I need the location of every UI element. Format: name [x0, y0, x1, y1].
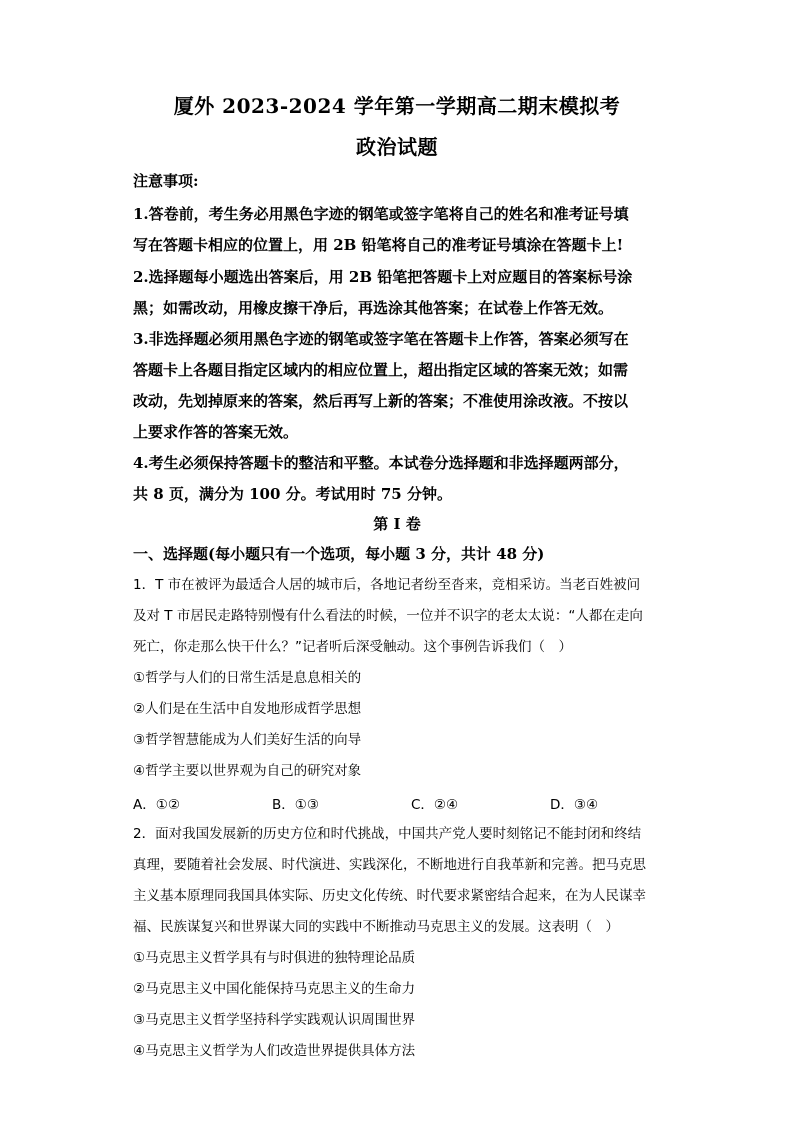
notice-line: 写在答题卡相应的位置上，用 2B 铅笔将自己的准考证号填涂在答题卡上!: [133, 236, 624, 254]
question-line: 1．T 市在被评为最适合人居的城市后，各地记者纷至沓来，竞相采访。当老百姓被问: [133, 577, 641, 593]
question-line: 及对 T 市居民走路特别慢有什么看法的时候，一位并不识字的老太太说：“人都在走向: [133, 608, 643, 624]
notice-line: 1.答卷前，考生务必用黑色字迹的钢笔或签字笔将自己的姓名和准考证号填: [133, 205, 629, 223]
choice-a: A．①②: [133, 797, 180, 813]
statement-item: ③马克思主义哲学坚持科学实践观认识周围世界: [133, 1012, 416, 1028]
notice-item-4: [133, 448, 673, 510]
notice-line: 改动，先划掉原来的答案，然后再写上新的答案；不准使用涂改液。不按以: [133, 392, 629, 410]
notice-item-3: [133, 324, 673, 448]
notice-line: 4.考生必须保持答题卡的整洁和平整。本试卷分选择题和非选择题两部分，: [133, 454, 629, 472]
choice-b: B．①③: [272, 797, 319, 813]
statement-item: ②马克思主义中国化能保持马克思主义的生命力: [133, 981, 416, 997]
statement-item: ④哲学主要以世界观为自己的研究对象: [133, 763, 362, 779]
statement-item: ④马克思主义哲学为人们改造世界提供具体方法: [133, 1043, 416, 1059]
question-2-stem: [133, 819, 673, 943]
notice-heading: 注意事项:: [133, 172, 199, 190]
notice-line: 2.选择题每小题选出答案后，用 2B 铅笔把答题卡上对应题目的答案标号涂: [133, 268, 633, 286]
notice-item-1: [133, 199, 673, 261]
question-1-stem: [133, 570, 673, 663]
notice-item-2: [133, 262, 673, 324]
notice-line: 黑；如需改动，用橡皮擦干净后，再选涂其他答案；在试卷上作答无效。: [133, 299, 614, 317]
exam-title: 厦外 2023-2024 学年第一学期高二期末模拟考: [173, 94, 621, 118]
statement-item: ①哲学与人们的日常生活是息息相关的: [133, 670, 362, 686]
question-line: 主义基本原理同我国具体实际、历史文化传统、时代要求紧密结合起来，在为人民谋幸: [133, 888, 646, 904]
question-line: 福、民族谋复兴和世界谋大同的实践中不断推动马克思主义的发展。这表明（ ）: [133, 919, 619, 935]
question-2-statements: [133, 943, 673, 1067]
choice-d: D．③④: [550, 797, 599, 813]
statement-item: ①马克思主义哲学具有与时俱进的独特理论品质: [133, 950, 416, 966]
section-title: 一、选择题(每小题只有一个选项，每小题 3 分，共计 48 分): [133, 545, 545, 563]
notice-line: 上要求作答的答案无效。: [133, 423, 299, 441]
question-line: 死亡，你走那么快干什么？”记者听后深受触动。这个事例告诉我们（ ）: [133, 639, 572, 655]
question-line: 真理，要随着社会发展、时代演进、实践深化，不断地进行自我革新和完善。把马克思: [133, 857, 646, 873]
exam-subject: 政治试题: [356, 135, 438, 159]
notice-line: 3.非选择题必须用黑色字迹的钢笔或签字笔在答题卡上作答，答案必须写在: [133, 330, 629, 348]
notice-line: 共 8 页，满分为 100 分。考试用时 75 分钟。: [133, 485, 452, 503]
statement-item: ②人们是在生活中自发地形成哲学思想: [133, 701, 362, 717]
statement-item: ③哲学智慧能成为人们美好生活的向导: [133, 732, 362, 748]
question-1-choices: [133, 790, 693, 821]
volume-label: 第 I 卷: [373, 515, 421, 533]
question-line: 2．面对我国发展新的历史方位和时代挑战，中国共产党人要时刻铭记不能封闭和终结: [133, 826, 642, 842]
notice-line: 答题卡上各题目指定区域内的相应位置上，超出指定区域的答案无效；如需: [133, 361, 629, 379]
choice-c: C．②④: [411, 797, 459, 813]
question-1-statements: [133, 663, 673, 787]
